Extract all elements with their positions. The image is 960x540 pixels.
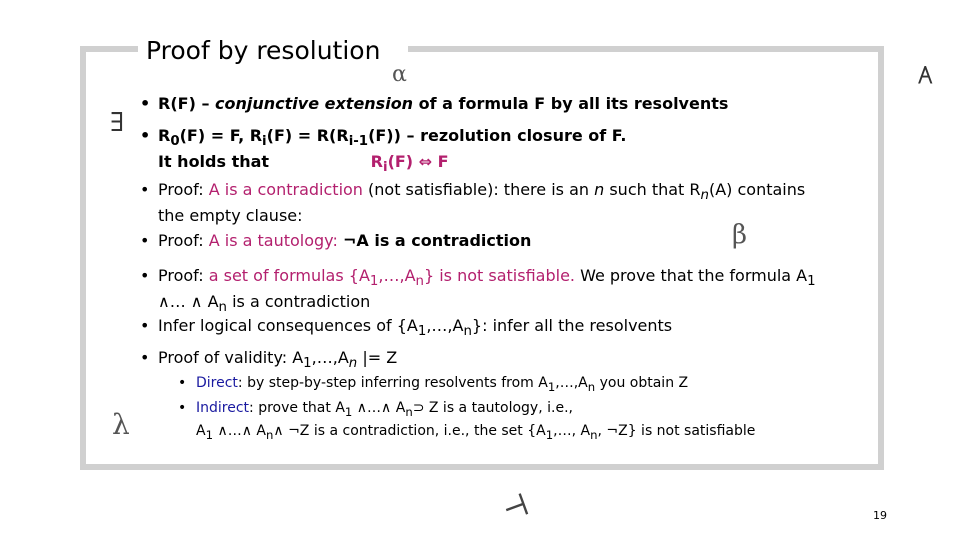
bullet-dot: •: [140, 316, 150, 335]
bullet-dot: •: [140, 231, 150, 250]
bullet-logical-consequences: • Infer logical consequences of $\{A_1,\dots,A_n\}$: infer all the resolvents: [140, 316, 673, 340]
bullet-dot: •: [140, 348, 150, 367]
beta-decoration: β: [732, 220, 748, 250]
subbullet-direct: • Direct: by step-by-step inferring resolvents from $A_1,\dots,A_n$ you obtain Z: [178, 375, 689, 394]
alpha-decoration: α: [392, 62, 407, 87]
bullet-tautology-proof: • Proof: A is a tautology: ¬A is a contradiction: [140, 231, 532, 250]
bullet-dot: •: [140, 94, 151, 113]
bullet-unsatisfiable-set: • Proof: a set of formulas $\{A_1,\dots,A_n\}$ is not satisfiable. We prove that the formula $A_1$ ∧… ∧ $A_n$ is a contradiction: [140, 266, 816, 316]
bullet-dot: •: [178, 400, 187, 416]
bullet-proof-of-validity: • Proof of validity: $A_1,\dots,A_n$ |= Z: [140, 348, 398, 372]
bullet-contradiction-proof: • Proof: A is a contradiction (not satisfiable): there is an n such that $R_n(A)$ contains the empty clause:: [140, 180, 806, 226]
forall-decoration: ∀: [918, 60, 933, 88]
bullet-resolution-closure: • $R_0(F) = F$, $R_i(F) = R(R_{i-1}(F))$ – rezolution closure of F. It holds that $R_i(F)$ ⇔ F: [140, 126, 627, 176]
equivalence-statement: $R_i(F)$ ⇔ F: [370, 152, 449, 176]
bullet-dot: •: [178, 375, 187, 391]
lambda-decoration: λ: [112, 408, 130, 441]
page-number: 19: [873, 509, 887, 522]
exists-decoration: ∃: [110, 108, 125, 138]
slide-title: Proof by resolution: [146, 36, 381, 65]
bullet-dot: •: [140, 126, 151, 145]
bullet-dot: •: [140, 266, 150, 285]
turnstile-decoration: ⊢: [496, 484, 534, 527]
subbullet-indirect: • Indirect: prove that $A_1$ ∧…∧ $A_n⊃$ Z is a tautology, i.e., $A_1$ ∧…∧ $A_n\wedge$ ¬Z is a contradiction, i.e., the set {$A_1,\dots$, $A_n$, ¬Z} is not satisfiable: [178, 400, 756, 442]
bullet-dot: •: [140, 180, 150, 199]
bullet-conjunctive-extension: • R(F) – conjunctive extension of a formula F by all its resolvents: [140, 94, 729, 113]
